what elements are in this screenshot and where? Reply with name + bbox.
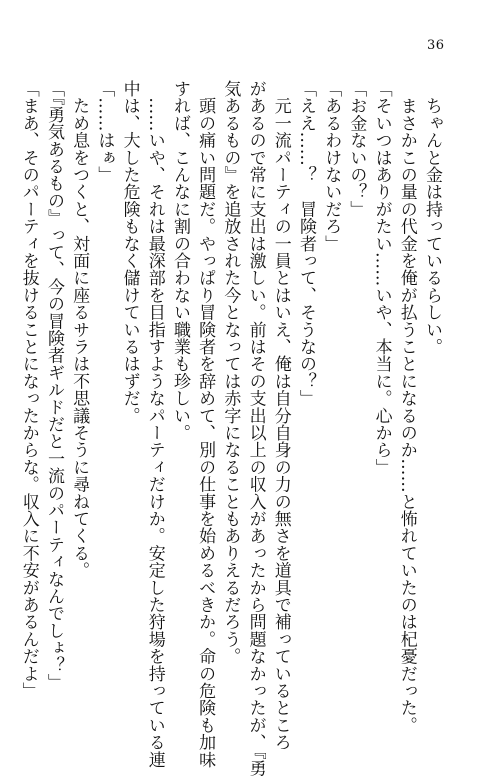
text-line: ……いや、それは最深部を目指すようなパーティだけか。安定した狩場を持っている連 — [144, 80, 165, 768]
text-line: 「『勇気あるもの』って、今の冒険者ギルドだと一流のパーティなんでしょ？」 — [43, 80, 64, 691]
text-line: 元一流パーティの一員とはいえ、俺は自分自身の力の無さを道具で補っているところ — [270, 80, 291, 751]
text-line: ちゃんと金は持っているらしい。 — [422, 80, 442, 356]
novel-text-body — [18, 80, 444, 777]
text-line: すれば、こんなに割の合わない職業も珍しい。 — [169, 80, 190, 442]
text-line: 頭の痛い問題だ。やっぱり冒険者を辞めて、別の仕事を始めるべきか。命の危険も加味 — [195, 80, 216, 768]
text-line: 「ええ……？ 冒険者って、そうなの？」 — [295, 80, 316, 407]
text-line: ため息をつくと、対面に座るサラは不思議そうに尋ねてくる。 — [69, 80, 90, 579]
text-line: 「そいつはありがたい……いや、本当に。心から」 — [371, 80, 392, 476]
page-number: 36 — [427, 38, 445, 53]
text-line: 「お金ないの？」 — [346, 80, 367, 218]
text-line: 「まあ、そのパーティを抜けることになったからな。収入に不安があるんだよ」 — [18, 80, 39, 700]
text-line: 「あるわけないだろ」 — [321, 80, 342, 252]
text-line: 気あるもの』を追放された今となっては赤字になることもありえるだろう。 — [220, 80, 241, 665]
text-line: まさかこの量の代金を俺が払うことになるのか……と怖れていたのは杞憂だった。 — [396, 80, 417, 734]
text-line: 中は、大した危険もなく儲けているはずだ。 — [119, 80, 140, 424]
text-line: 「……はぁ」 — [94, 80, 115, 184]
text-line: があるので常に支出は激しい。前はその支出以上の収入があったから問題なかったが、『勇 — [245, 80, 266, 777]
